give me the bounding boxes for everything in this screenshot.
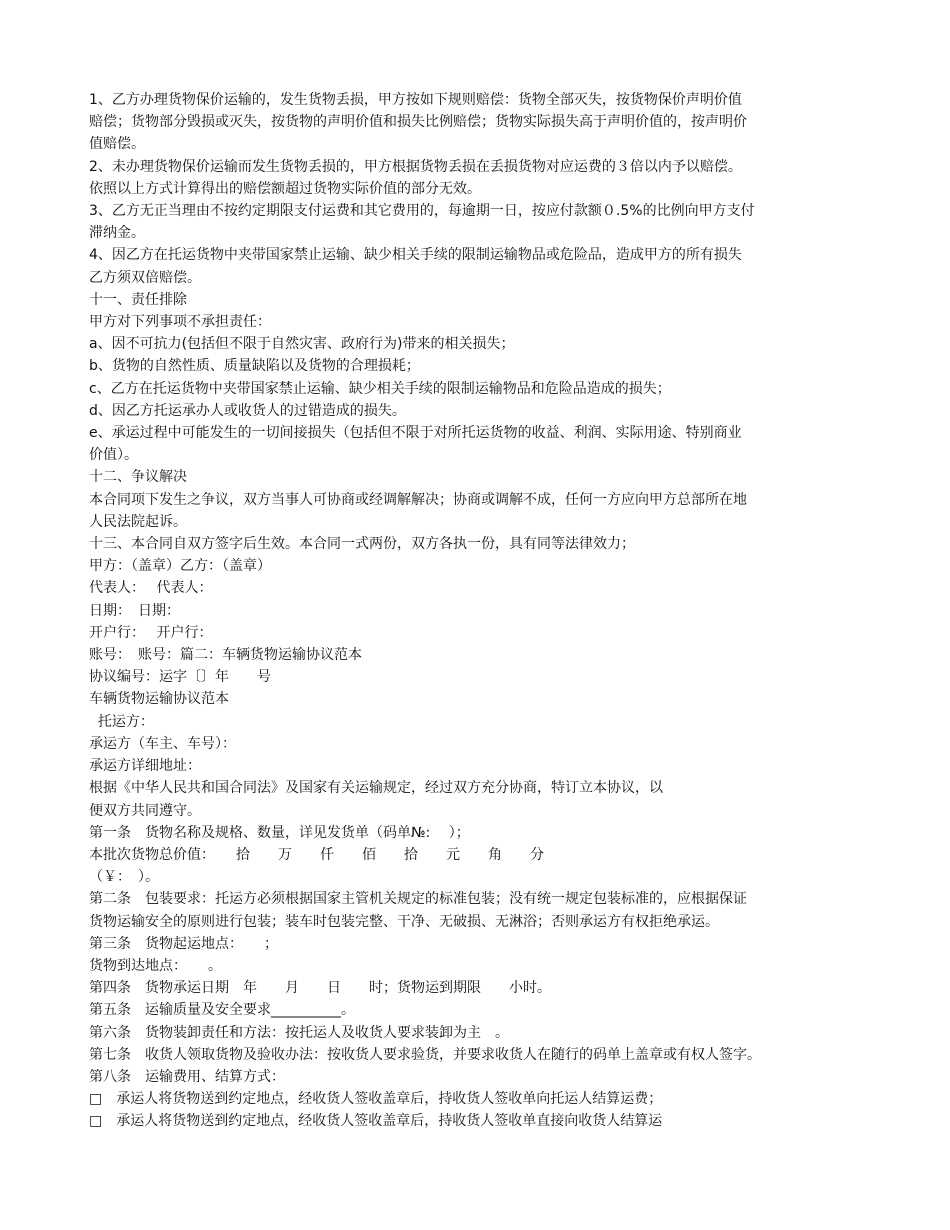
text-line: b、货物的自然性质、质量缺陷以及货物的合理损耗； — [89, 358, 420, 375]
text-line: 2、未办理货物保价运输而发生货物丢损的，甲方根据货物丢损在丢损货物对应运费的３倍以内予以赔偿。 — [89, 158, 742, 175]
text-line: 1、乙方办理货物保价运输的，发生货物丢损，甲方按如下规则赔偿：货物全部灭失，按货物保价声明价值 — [89, 92, 742, 108]
text-line: 第一条 货物名称及规格、数量，详见发货单（码单№: ）； — [89, 824, 470, 841]
text-line: 第四条 货物承运日期 年 月 日 时；货物运到期限 小时。 — [89, 980, 551, 997]
text-line: 本批次货物总价值： 拾 万 仟 佰 拾 元 角 分 — [89, 846, 544, 863]
text-line: 3、乙方无正当理由不按约定期限支付运费和其它费用的，每逾期一日，按应付款额０.5%的比例向甲方支付 — [89, 203, 755, 220]
text-line: 乙方须双倍赔偿。 — [89, 269, 201, 286]
text-line: 十一、责任排除 — [89, 291, 187, 308]
text-line: 滞纳金。 — [89, 225, 145, 242]
text-line: 承运方详细地址： — [89, 758, 201, 775]
text-line: 甲方：（盖章）乙方：（盖章） — [89, 558, 271, 575]
text-line: 值赔偿。 — [89, 136, 145, 153]
text-line: 账号： 账号：篇二：车辆货物运输协议范本 — [89, 647, 362, 664]
text-line: 第五条 运输质量及安全要求__________。 — [89, 1002, 355, 1019]
text-line: □ 承运人将货物送到约定地点，经收货人签收盖章后，持收货人签收单直接向收货人结算运 — [89, 1113, 663, 1130]
text-line: 协议编号：运字〔〕年 号 — [89, 669, 271, 686]
document-body — [89, 89, 864, 1133]
text-line: 第三条 货物起运地点： ； — [89, 935, 278, 952]
text-line: 日期： 日期： — [89, 602, 180, 619]
text-line: 根据《中华人民共和国合同法》及国家有关运输规定，经过双方充分协商，特订立本协议，以 — [89, 780, 663, 797]
text-line: 货物到达地点： 。 — [89, 957, 222, 974]
text-line: 便双方共同遵守。 — [89, 802, 201, 819]
text-line: 货物运输安全的原则进行包装；装车时包装完整、干净、无破损、无淋浴；否则承运方有权拒绝承运。 — [89, 913, 719, 930]
text-line: 第七条 收货人领取货物及验收办法：按收货人要求验货，并要求收货人在随行的码单上盖章或有权人签字。 — [89, 1046, 761, 1063]
text-line: 第六条 货物装卸责任和方法：按托运人及收货人要求装卸为主 。 — [89, 1024, 509, 1041]
text-line: 托运方： — [89, 713, 154, 730]
text-line: a、因不可抗力(包括但不限于自然灾害、政府行为)带来的相关损失； — [89, 336, 515, 353]
text-line: 甲方对下列事项不承担责任： — [89, 314, 271, 331]
text-line: 代表人： 代表人： — [89, 580, 213, 597]
text-line: 承运方（车主、车号）： — [89, 735, 236, 752]
text-line: d、因乙方托运承办人或收货人的过错造成的损失。 — [89, 402, 406, 419]
text-line: （￥： ）。 — [89, 869, 159, 886]
text-line: 第八条 运输费用、结算方式： — [89, 1068, 285, 1085]
text-line: 依照以上方式计算得出的赔偿额超过货物实际价值的部分无效。 — [89, 180, 481, 197]
text-line: 开户行： 开户行： — [89, 624, 213, 641]
text-line: 价值）。 — [89, 447, 138, 464]
text-line: 第二条 包装要求：托运方必须根据国家主管机关规定的标准包装；没有统一规定包装标准的，应根据保证 — [89, 891, 747, 908]
text-line: □ 承运人将货物送到约定地点，经收货人签收盖章后，持收货人签收单向托运人结算运费； — [89, 1091, 663, 1108]
text-line: 本合同项下发生之争议，双方当事人可协商或经调解解决；协商或调解不成，任何一方应向甲方总部所在地 — [89, 491, 747, 508]
text-line: 人民法院起诉。 — [89, 513, 187, 530]
text-line: 赔偿；货物部分毁损或灭失，按货物的声明价值和损失比例赔偿；货物实际损失高于声明价值的，按声明价 — [89, 114, 747, 131]
text-line: e、承运过程中可能发生的一切间接损失（包括但不限于对所托运货物的收益、利润、实际用途、特别商业 — [89, 425, 742, 442]
text-line: 车辆货物运输协议范本 — [89, 691, 229, 708]
text-line: 十三、本合同自双方签字后生效。本合同一式两份，双方各执一份，具有同等法律效力； — [89, 536, 635, 553]
text-line: 4、因乙方在托运货物中夹带国家禁止运输、缺少相关手续的限制运输物品或危险品，造成甲方的所有损失 — [89, 247, 742, 264]
text-line: c、乙方在托运货物中夹带国家禁止运输、缺少相关手续的限制运输物品和危险品造成的损失； — [89, 380, 671, 397]
text-line: 十二、争议解决 — [89, 469, 187, 486]
